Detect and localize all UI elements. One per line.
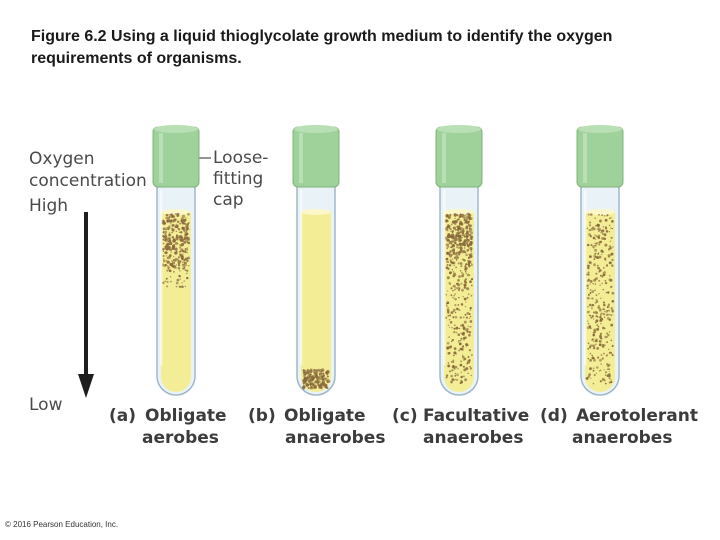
- tube-a-cap-highlight: [159, 133, 163, 183]
- tube-b-line-1: Obligate: [284, 406, 366, 426]
- tube-b-medium-surface: [301, 209, 331, 215]
- tube-d: [577, 125, 623, 395]
- tube-c-shine: [443, 190, 446, 365]
- tube-letter-a: (a): [109, 406, 137, 426]
- tube-b-cap-highlight: [299, 133, 303, 183]
- tube-b: [293, 125, 339, 395]
- tube-letter-c: (c): [392, 406, 418, 426]
- tube-d-shine: [584, 190, 587, 365]
- tube-b-medium: [301, 212, 331, 392]
- tube-d-cap-highlight: [583, 133, 587, 183]
- tube-c-cap-top: [437, 125, 481, 133]
- copyright-footer: © 2016 Pearson Education, Inc.: [5, 520, 119, 529]
- cap-label-line-1: Loose-: [213, 148, 269, 168]
- axis-label-high: High: [29, 196, 69, 216]
- tube-a-line-1: Obligate: [145, 406, 227, 426]
- axis-label-concentration: concentration: [29, 171, 147, 191]
- oxygen-arrow-head: [78, 374, 94, 398]
- cap-label-line-3: cap: [213, 190, 244, 210]
- tube-c-line-1: Facultative: [423, 406, 530, 426]
- tube-c: [436, 125, 482, 395]
- tube-b-cap-top: [294, 125, 338, 133]
- tube-a-line-2: aerobes: [142, 428, 219, 448]
- tube-letter-b: (b): [248, 406, 276, 426]
- figure-title-line-2: requirements of organisms.: [31, 50, 242, 67]
- tubes-layer: [153, 125, 623, 395]
- tube-letter-d: (d): [540, 406, 568, 426]
- axis-label-low: Low: [29, 395, 63, 415]
- tube-b-line-2: anaerobes: [285, 428, 386, 448]
- tube-d-line-2: anaerobes: [572, 428, 673, 448]
- tube-c-line-2: anaerobes: [423, 428, 524, 448]
- tube-a-cap-top: [154, 125, 198, 133]
- tube-b-shine: [300, 190, 303, 365]
- tube-c-cap-highlight: [442, 133, 446, 183]
- figure-title-line-1: Figure 6.2 Using a liquid thioglycolate growth medium to identify the oxygen: [31, 28, 613, 45]
- cap-label-line-2: fitting: [213, 169, 264, 189]
- tube-a: [153, 125, 199, 395]
- tube-a-shine: [160, 190, 163, 365]
- tube-d-cap-top: [578, 125, 622, 133]
- axis-label-oxygen: Oxygen: [29, 149, 95, 169]
- tube-d-line-1: Aerotolerant: [576, 406, 698, 426]
